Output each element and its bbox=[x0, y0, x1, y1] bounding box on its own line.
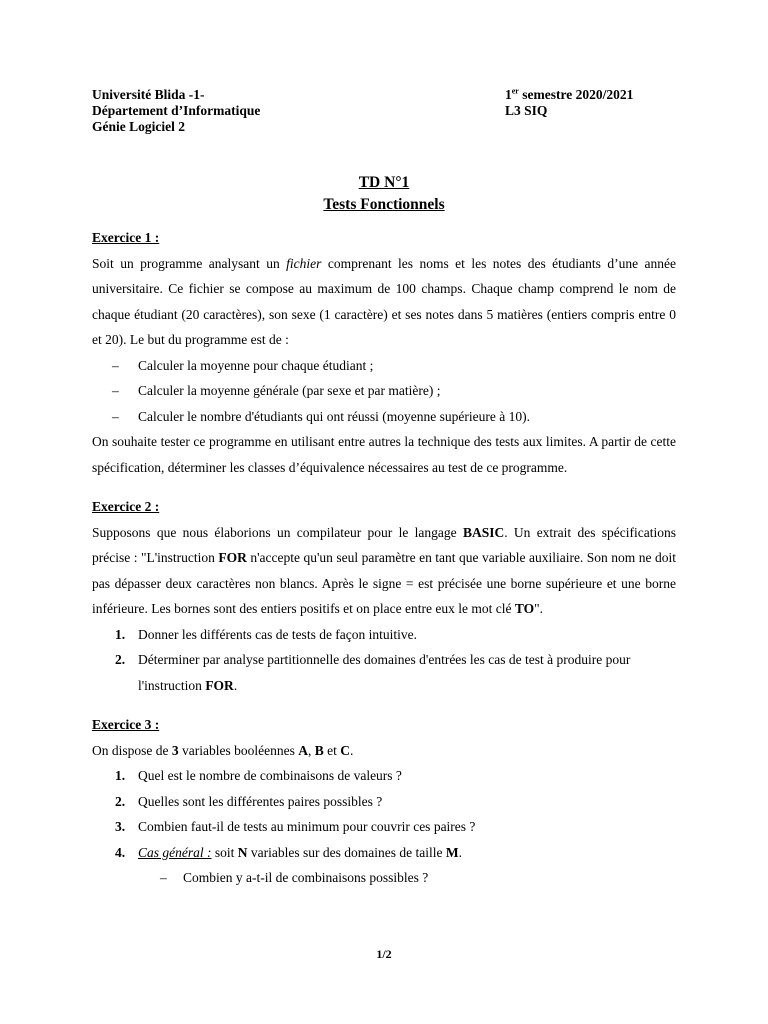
exercise-2-questions bbox=[92, 622, 676, 699]
exercise-1-list bbox=[92, 353, 676, 430]
exercise-1-title: Exercice 1 : bbox=[92, 230, 160, 245]
list-item: – Combien y a-t-il de combinaisons possibles ? bbox=[160, 870, 429, 885]
td-number: TD N°1 bbox=[358, 174, 410, 191]
list-item: 2. Déterminer par analyse partitionnelle des domaines d'entrées les cas de test à produire pour l'instruction FOR. bbox=[115, 652, 631, 693]
list-item: 1. Quel est le nombre de combinaisons de valeurs ? bbox=[115, 768, 402, 783]
page-number: 1/2 bbox=[376, 947, 392, 961]
list-item: – Calculer la moyenne pour chaque étudiant ; bbox=[112, 357, 374, 373]
exercise-3-subquestions bbox=[92, 865, 676, 891]
level: L3 SIQ bbox=[505, 103, 548, 118]
list-item: 3. Combien faut-il de tests au minimum pour couvrir ces paires ? bbox=[115, 819, 476, 834]
exercise-1-intro: Soit un programme analysant un fichier comprenant les noms et les notes des étudiants d’une année universitaire. Ce fichier se compose au maximum de 100 champs. Chaque champ comprend le nom de chaque étudiant (20 caractères), son sexe (1 caractère) et ses notes dans 5 matières (entiers compris entre 0 et 20). Le but du programme est de : bbox=[92, 255, 676, 347]
document-title bbox=[0, 172, 768, 216]
header-left bbox=[92, 87, 260, 135]
university-name: Université Blida -1- bbox=[92, 87, 205, 102]
exercise-2-title: Exercice 2 : bbox=[92, 499, 160, 514]
list-item: – Calculer la moyenne générale (par sexe et par matière) ; bbox=[112, 383, 441, 398]
exercise-2-intro: Supposons que nous élaborions un compilateur pour le langage BASIC. Un extrait des spécifications précise : "L'instruction FOR n'accepte qu'un seul paramètre en tant que variable auxiliaire. Son nom ne doit pas dépasser deux caractères non blancs. Après le signe = est précisée une borne supérieure et une borne inférieure. Les bornes sont des entiers positifs et on place entre eux le mot clé TO". bbox=[92, 524, 676, 616]
td-subject: Tests Fonctionnels bbox=[323, 196, 445, 213]
exercise-1-question: On souhaite tester ce programme en utilisant entre autres la technique des tests aux limites. A partir de cette spécification, déterminer les classes d’équivalence nécessaires au test de ce programme. bbox=[92, 434, 676, 475]
semester: 1er semestre 2020/2021 bbox=[505, 86, 634, 102]
document-body bbox=[92, 225, 676, 891]
list-item: – Calculer le nombre d'étudiants qui ont réussi (moyenne supérieure à 10). bbox=[112, 408, 530, 424]
list-item: 2. Quelles sont les différentes paires possibles ? bbox=[115, 793, 383, 809]
exercise-3-intro: On dispose de 3 variables booléennes A, B et C. bbox=[92, 742, 354, 758]
department-name: Département d’Informatique bbox=[92, 103, 261, 118]
list-item: 4. Cas général : soit N variables sur des domaines de taille M. bbox=[115, 844, 462, 860]
header-right bbox=[505, 87, 633, 119]
exercise-3-title: Exercice 3 : bbox=[92, 717, 160, 732]
course-name: Génie Logiciel 2 bbox=[92, 119, 185, 134]
exercise-3-questions bbox=[92, 763, 676, 865]
list-item: 1. Donner les différents cas de tests de façon intuitive. bbox=[115, 626, 418, 642]
